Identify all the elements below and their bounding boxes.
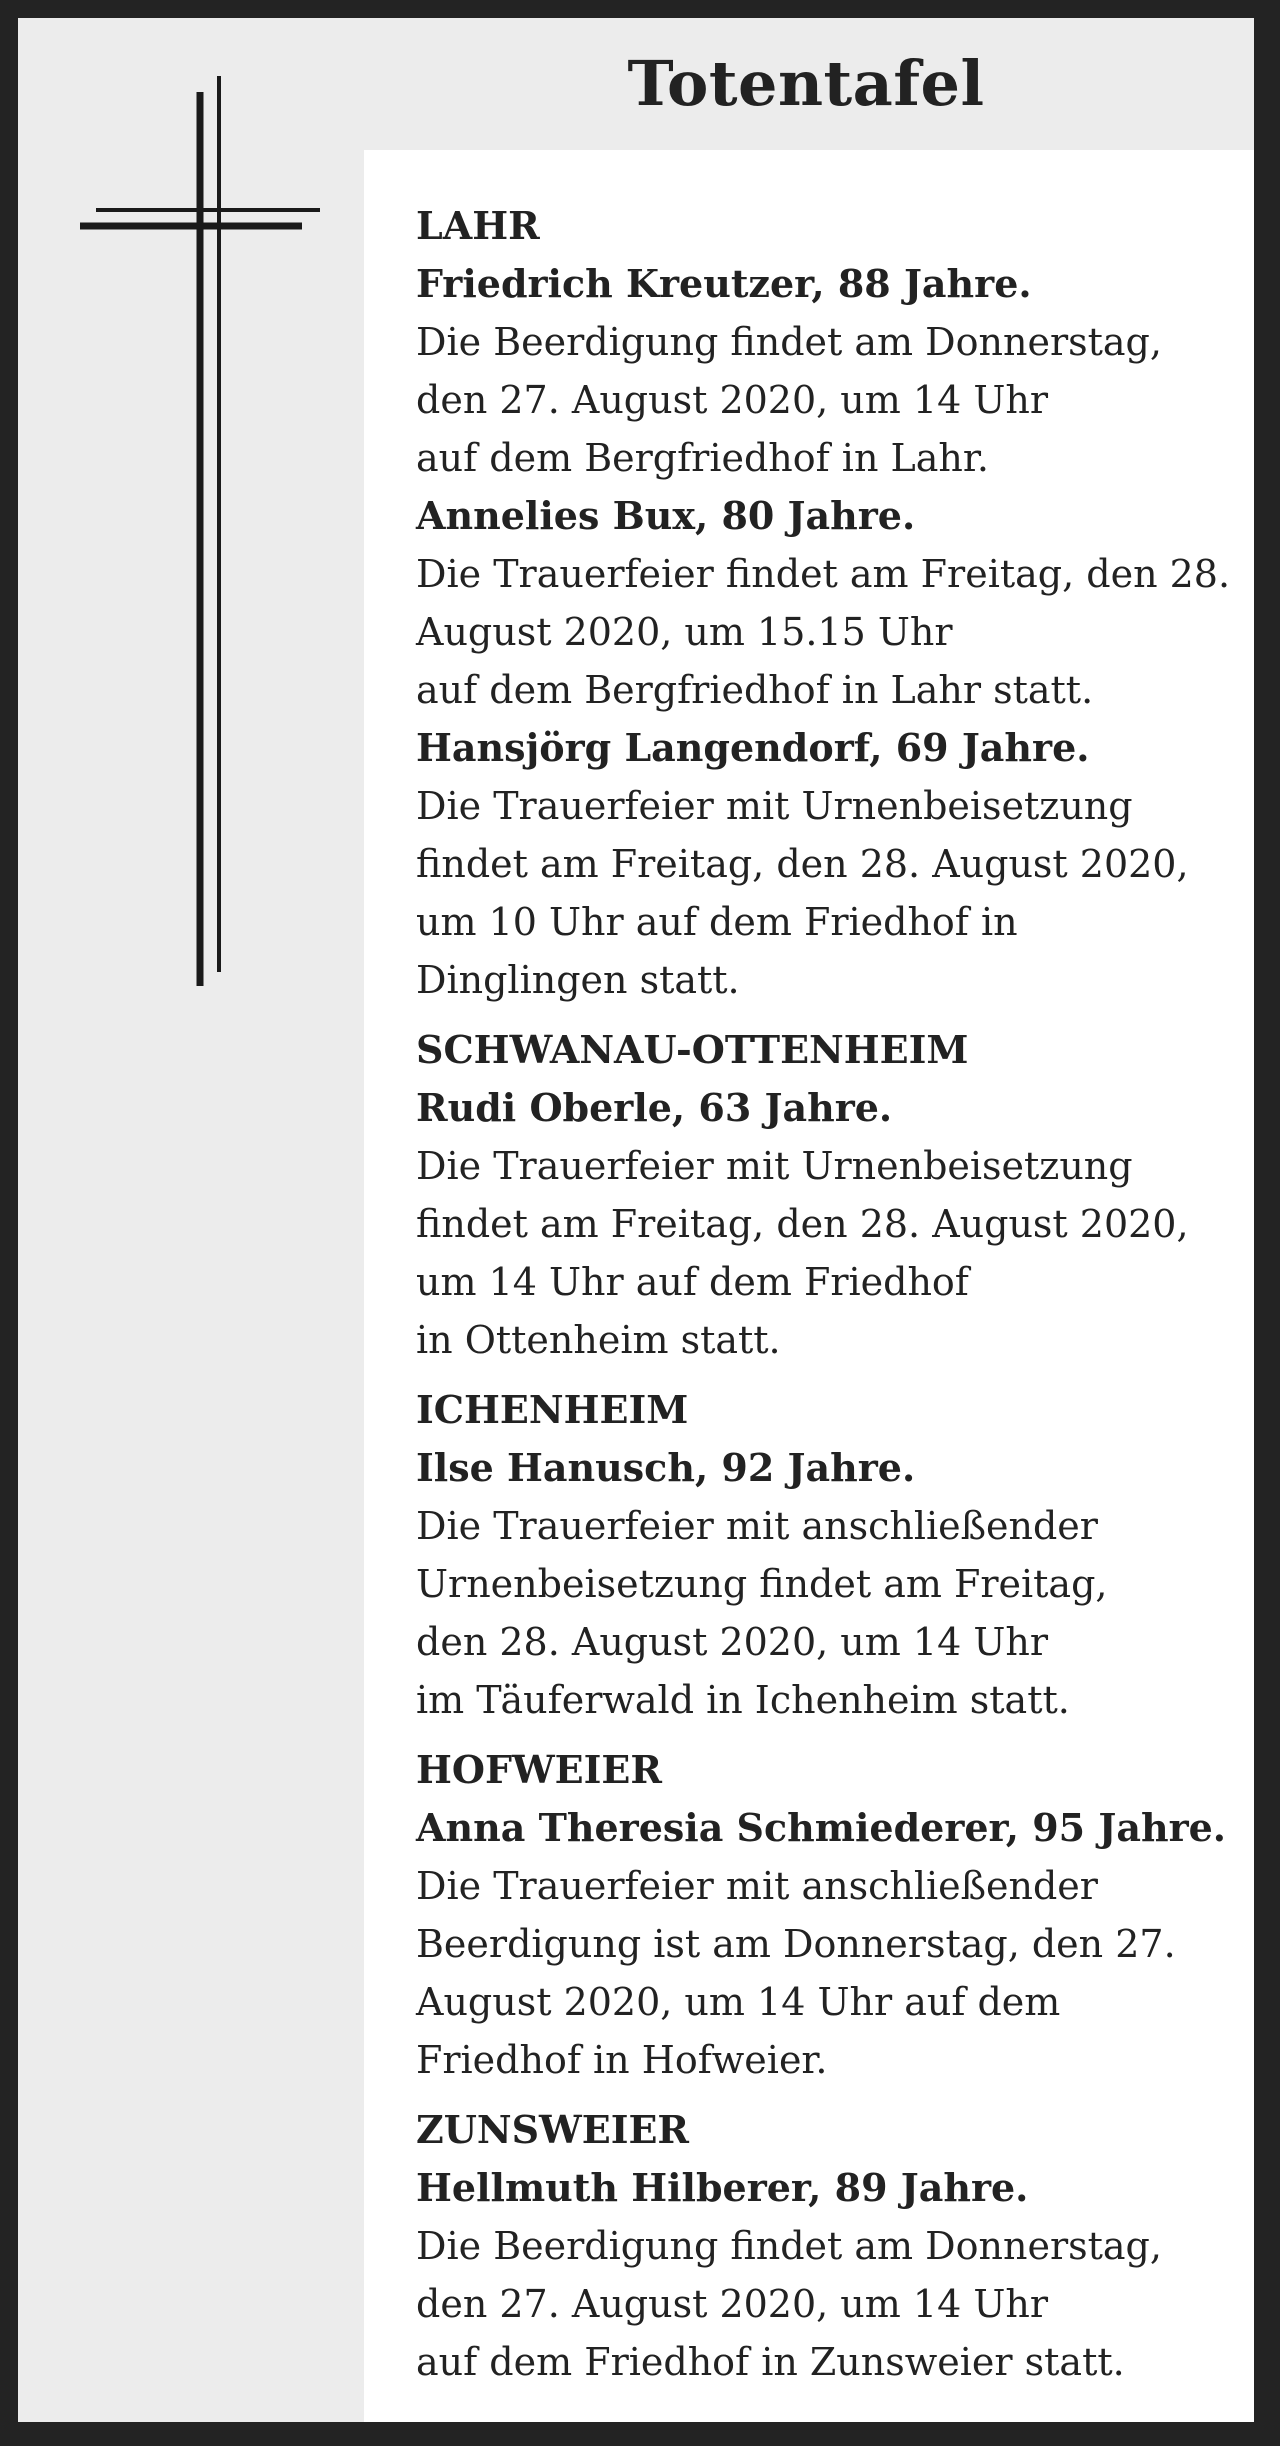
place-heading: SCHWANAU-OTTENHEIM — [416, 1027, 969, 1072]
service-details-line: Dinglingen statt. — [416, 958, 740, 1002]
deceased-name: Hansjörg Langendorf, 69 Jahre. — [416, 725, 1090, 770]
cross-icon — [80, 76, 330, 996]
service-details-line: Die Beerdigung findet am Donnerstag, — [416, 320, 1162, 364]
service-details-line: Urnenbeisetzung findet am Freitag, — [416, 1562, 1108, 1606]
obituary-entry — [416, 2159, 1246, 2391]
place-section — [416, 1741, 1246, 2089]
place-heading: ICHENHEIM — [416, 1387, 689, 1432]
deceased-name: Rudi Oberle, 63 Jahre. — [416, 1085, 893, 1130]
page-title: Totentafel — [627, 46, 985, 120]
service-details-line: findet am Freitag, den 28. August 2020, — [416, 1202, 1189, 1246]
obituary-entry — [416, 487, 1246, 719]
service-details-line: im Täuferwald in Ichenheim statt. — [416, 1678, 1070, 1722]
place-heading: ZUNSWEIER — [416, 2107, 690, 2152]
service-details-line: Beerdigung ist am Donnerstag, den 27. — [416, 1922, 1176, 1966]
obituary-text — [416, 197, 1246, 2403]
service-details-line: Die Beerdigung findet am Donnerstag, — [416, 2224, 1162, 2268]
service-details-line: um 14 Uhr auf dem Friedhof — [416, 1260, 969, 1304]
obituary-entry — [416, 1439, 1246, 1729]
service-details-line: um 10 Uhr auf dem Friedhof in — [416, 900, 1018, 944]
service-details-line: Die Trauerfeier mit anschließender — [416, 1864, 1098, 1908]
service-details-line: August 2020, um 15.15 Uhr — [416, 610, 953, 654]
place-section — [416, 197, 1246, 1009]
deceased-name: Hellmuth Hilberer, 89 Jahre. — [416, 2165, 1029, 2210]
place-heading: LAHR — [416, 203, 540, 248]
service-details-line: in Ottenheim statt. — [416, 1318, 781, 1362]
service-details-line: August 2020, um 14 Uhr auf dem — [416, 1980, 1061, 2024]
obituary-entry — [416, 719, 1246, 1009]
deceased-name: Friedrich Kreutzer, 88 Jahre. — [416, 261, 1032, 306]
service-details-line: Die Trauerfeier mit anschließender — [416, 1504, 1098, 1548]
service-details-line: den 28. August 2020, um 14 Uhr — [416, 1620, 1048, 1664]
service-details-line: auf dem Bergfriedhof in Lahr. — [416, 436, 989, 480]
place-section — [416, 1381, 1246, 1729]
place-section — [416, 2101, 1246, 2391]
place-heading: HOFWEIER — [416, 1747, 662, 1792]
service-details-line: den 27. August 2020, um 14 Uhr — [416, 378, 1048, 422]
deceased-name: Ilse Hanusch, 92 Jahre. — [416, 1445, 916, 1490]
service-details-line: Die Trauerfeier mit Urnenbeisetzung — [416, 1144, 1133, 1188]
service-details-line: auf dem Friedhof in Zunsweier statt. — [416, 2340, 1125, 2384]
deceased-name: Anna Theresia Schmiederer, 95 Jahre. — [416, 1805, 1227, 1850]
obituary-entry — [416, 1079, 1246, 1369]
obituary-list — [364, 150, 1254, 2422]
service-details-line: Friedhof in Hofweier. — [416, 2038, 828, 2082]
service-details-line: den 27. August 2020, um 14 Uhr — [416, 2282, 1048, 2326]
obituary-entry — [416, 1799, 1246, 2089]
obituary-panel — [18, 18, 1254, 2422]
place-section — [416, 1021, 1246, 1369]
obituary-entry — [416, 255, 1246, 487]
service-details-line: Die Trauerfeier mit Urnenbeisetzung — [416, 784, 1133, 828]
deceased-name: Annelies Bux, 80 Jahre. — [416, 493, 916, 538]
service-details-line: findet am Freitag, den 28. August 2020, — [416, 842, 1189, 886]
service-details-line: auf dem Bergfriedhof in Lahr statt. — [416, 668, 1094, 712]
service-details-line: Die Trauerfeier findet am Freitag, den 28. — [416, 552, 1231, 596]
